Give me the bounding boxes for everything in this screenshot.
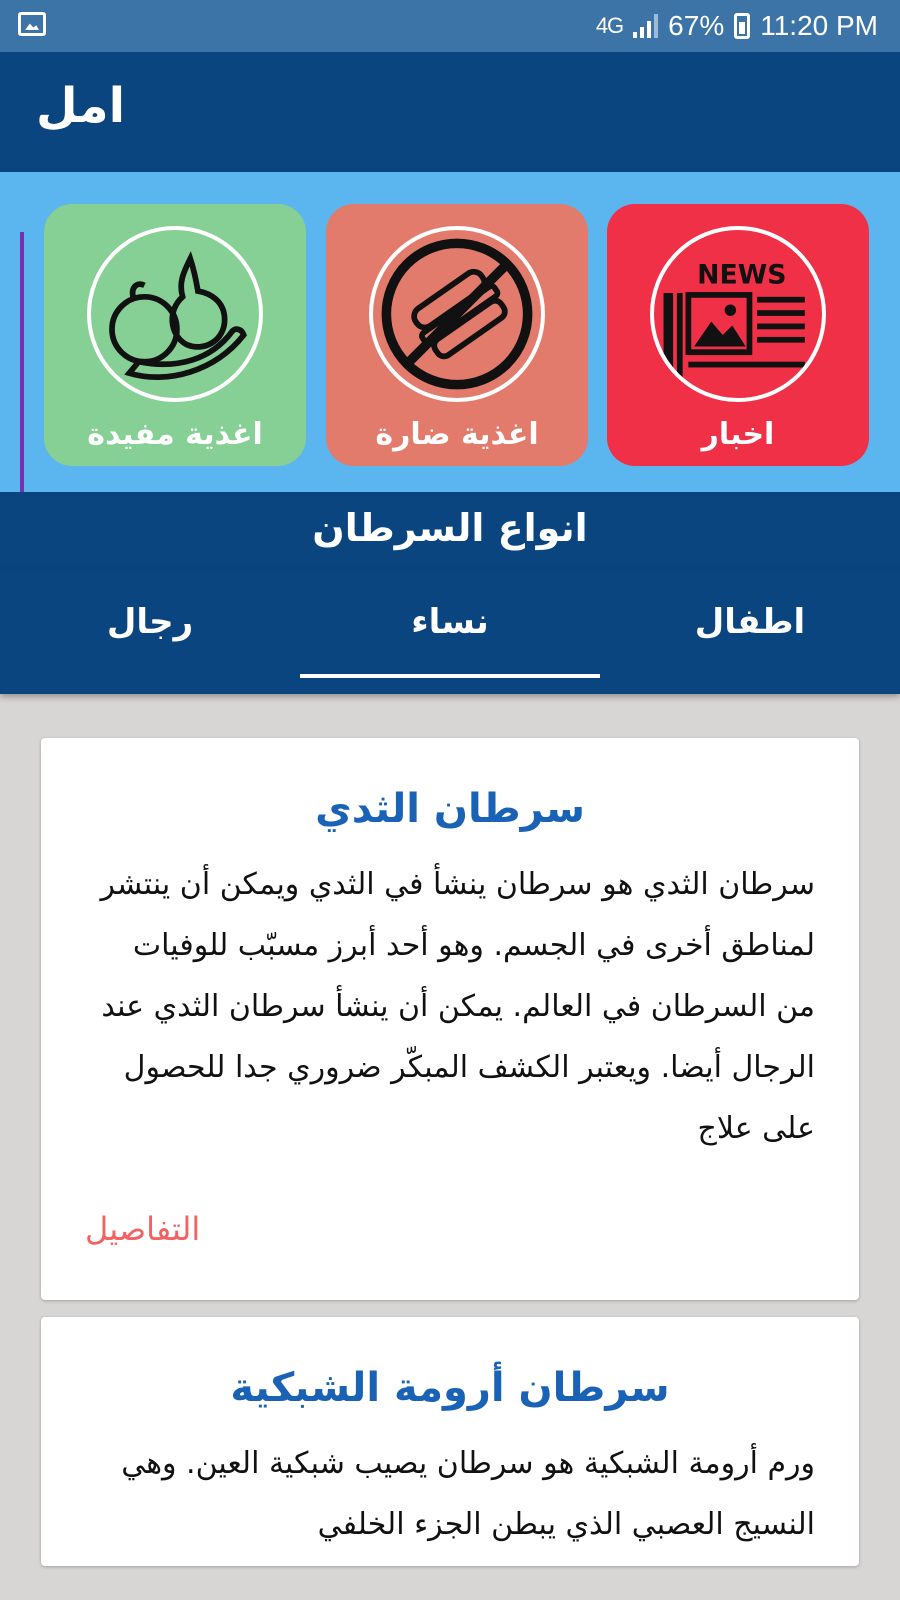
cancer-card-breast[interactable] bbox=[41, 738, 859, 1300]
signal-icon bbox=[633, 14, 658, 38]
news-icon bbox=[650, 226, 826, 402]
network-type: 4G bbox=[595, 13, 624, 38]
app-title: امل bbox=[36, 78, 126, 134]
clock: 11:20 PM bbox=[760, 10, 878, 41]
partial-category-card[interactable] bbox=[0, 232, 24, 492]
cancer-type-tabs bbox=[0, 570, 900, 694]
no-food-icon bbox=[369, 226, 545, 402]
card-title: سرطان الثدي bbox=[315, 786, 585, 832]
tab-men[interactable]: رجال bbox=[106, 602, 194, 642]
category-card-news[interactable] bbox=[607, 204, 869, 466]
battery-icon bbox=[734, 13, 750, 39]
details-link[interactable]: التفاصيل bbox=[85, 1210, 201, 1248]
cancer-card-retinoblastoma[interactable] bbox=[41, 1317, 859, 1566]
tab-children[interactable]: اطفال bbox=[694, 602, 806, 642]
category-label: اغذية مفيدة bbox=[87, 417, 263, 452]
category-carousel[interactable] bbox=[0, 172, 900, 492]
section-title: انواع السرطان bbox=[0, 492, 900, 570]
category-label: اغذية ضارة bbox=[375, 417, 539, 452]
battery-percent: 67% bbox=[668, 10, 725, 41]
app-bar bbox=[0, 52, 900, 172]
card-description: سرطان الثدي هو سرطان ينشأ في الثدي ويمكن أن ينتشر لمناطق أخرى في الجسم. وهو أحد أبرز مسبّب للوفيات من السرطان في العالم. يمكن أن ينشأ سرطان الثدي عند الرجال أيضا. ويعتبر الكشف المبكّر ضروري جدا للحصول على علاج bbox=[100, 867, 815, 1146]
card-description: ورم أرومة الشبكية هو سرطان يصيب شبكية العين. وهي النسيج العصبي الذي يبطن الجزء الخلفي bbox=[121, 1446, 815, 1542]
news-icon-text: NEWS bbox=[697, 259, 787, 291]
category-card-harmful-food[interactable] bbox=[326, 204, 588, 466]
gallery-notification-icon bbox=[18, 12, 46, 36]
tab-women[interactable]: نساء bbox=[300, 570, 600, 694]
fruits-icon bbox=[87, 226, 263, 402]
card-title: سرطان أرومة الشبكية bbox=[230, 1365, 670, 1411]
status-bar bbox=[0, 0, 900, 52]
category-card-healthy-food[interactable] bbox=[44, 204, 306, 466]
category-label: اخبار bbox=[701, 417, 775, 452]
status-bar-right bbox=[596, 8, 878, 44]
